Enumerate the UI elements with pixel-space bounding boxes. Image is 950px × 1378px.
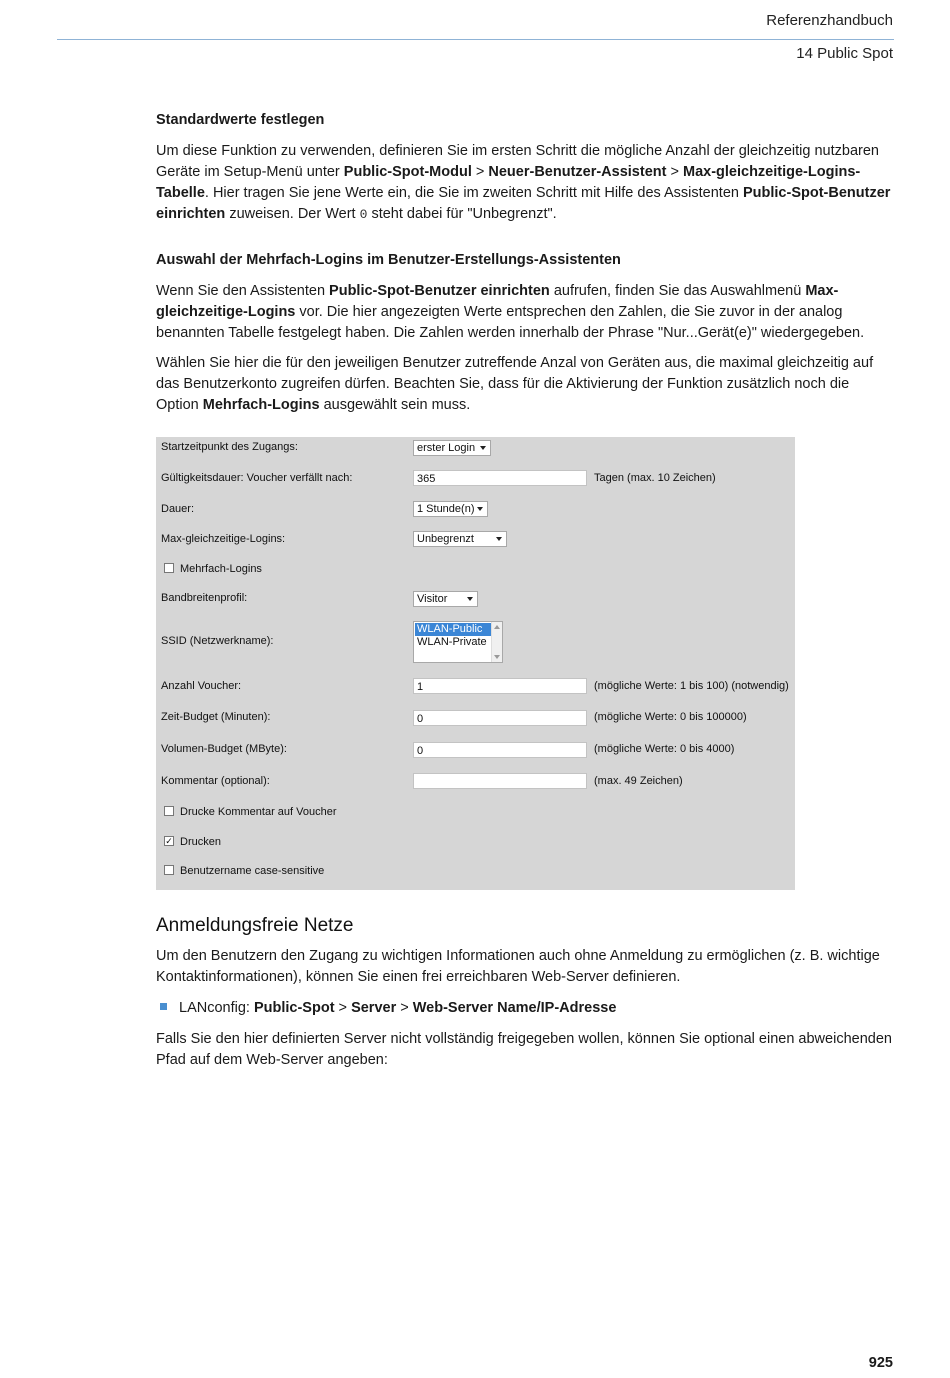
menu-path-item: Server [351, 1000, 397, 1016]
validity-label: Gültigkeitsdauer: Voucher verfällt nach: [161, 472, 353, 484]
maxlogins-label: Max-gleichzeitige-Logins: [161, 533, 286, 545]
scroll-down-icon[interactable] [494, 655, 500, 659]
duration-label: Dauer: [161, 503, 195, 515]
menu-name: Max-gleichzeitige-Logins [156, 283, 839, 320]
chevron-down-icon [480, 446, 486, 450]
chevron-down-icon [496, 537, 502, 541]
comment-input[interactable] [413, 773, 587, 789]
square-bullet-icon [160, 1003, 167, 1010]
volume-budget-input[interactable]: 0 [413, 742, 587, 758]
volume-budget-hint: (mögliche Werte: 0 bis 4000) [594, 743, 735, 755]
listbox-scrollbar[interactable] [491, 622, 502, 662]
ssid-listbox[interactable] [413, 621, 503, 663]
bullet-item: LANconfig: Public-Spot > Server > Web-Server Name/IP-Adresse [160, 998, 894, 1019]
menu-path-item: Web-Server Name/IP-Adresse [412, 1000, 617, 1016]
option-name: Mehrfach-Logins [202, 397, 320, 413]
maxlogins-select[interactable]: Unbegrenzt [413, 531, 507, 547]
paragraph: Um den Benutzern den Zugang zu wichtigen Informationen auch ohne Anmeldung zu ermöglichen (z. B. wichtige Kontaktinformationen), können Sie einen frei erreichbaren Web-Server definieren. [156, 948, 880, 985]
chevron-down-icon [467, 597, 473, 601]
print-comment-label: Drucke Kommentar auf Voucher [180, 806, 337, 818]
multi-logins-label: Mehrfach-Logins [180, 563, 262, 575]
section-mehrfach-logins [156, 250, 894, 416]
section-heading: Standardwerte festlegen [156, 112, 325, 128]
ssid-option[interactable]: WLAN-Public [415, 623, 491, 636]
paragraph: Um diese Funktion zu verwenden, definieren Sie im ersten Schritt die mögliche Anzahl der gleichzeitig nutzbaren Geräte im Setup-Menü unter Public-Spot-Modul > Neuer-Benutzer-Assistent > Max-gleichzeitige-Logins-Tabelle. Hier tragen Sie jene Werte ein, die Sie im zweiten Schritt mit Hilfe des Assistenten Public-Spot-Benutzer einrichten zuweisen. Der Wert 0 steht dabei für "Unbegrenzt". [156, 143, 891, 222]
comment-hint: (max. 49 Zeichen) [594, 775, 683, 787]
vouchers-input[interactable]: 1 [413, 678, 587, 694]
bandwidth-label: Bandbreitenprofil: [161, 592, 248, 604]
running-header-title: Referenzhandbuch [766, 12, 893, 29]
running-header-chapter: 14 Public Spot [796, 45, 893, 62]
user-wizard-form [156, 437, 795, 890]
section-anmeldungsfreie-netze [156, 915, 894, 1071]
section-standardwerte [156, 110, 894, 225]
chevron-down-icon [477, 507, 483, 511]
print-checkbox[interactable]: ✓ [165, 836, 173, 846]
multi-logins-checkbox[interactable] [164, 563, 174, 573]
wizard-name: Public-Spot-Benutzer einrichten [156, 185, 891, 222]
bandwidth-select[interactable]: Visitor [413, 591, 478, 607]
time-budget-label: Zeit-Budget (Minuten): [161, 711, 271, 723]
scroll-up-icon[interactable] [494, 625, 500, 629]
print-label: Drucken [180, 836, 221, 848]
paragraph: Wählen Sie hier die für den jeweiligen Benutzer zutreffende Anzal von Geräten aus, die maximal gleichzeitig auf das Benutzerkonto zugreifen dürfen. Beachten Sie, dass für die Aktivierung der Funktion zusätzlich noch die Option Mehrfach-Logins ausgewählt sein muss. [156, 355, 874, 413]
menu-path-item: Public-Spot-Modul [343, 164, 472, 180]
menu-path-item: Public-Spot [253, 1000, 335, 1016]
page-number: 925 [868, 1355, 893, 1371]
paragraph: Wenn Sie den Assistenten Public-Spot-Benutzer einrichten aufrufen, finden Sie das Auswahlmenü Max-gleichzeitige-Logins vor. Die hier angezeigten Werte entsprechen den Zahlen, die Sie zuvor in der analog benannten Tabelle festgelegt haben. Die Zahlen werden innerhalb der Phrase "Nur...Gerät(e)" wiedergegeben. [156, 283, 865, 341]
wizard-name: Public-Spot-Benutzer einrichten [329, 283, 550, 299]
print-comment-checkbox[interactable] [164, 806, 174, 816]
volume-budget-label: Volumen-Budget (MByte): [161, 743, 287, 755]
ssid-label: SSID (Netzwerkname): [161, 635, 274, 647]
comment-label: Kommentar (optional): [161, 775, 270, 787]
header-rule [57, 39, 894, 40]
section-heading: Anmeldungsfreie Netze [156, 915, 354, 936]
start-select[interactable]: erster Login [413, 440, 491, 456]
vouchers-label: Anzahl Voucher: [161, 680, 242, 692]
validity-input[interactable]: 365 [413, 470, 587, 486]
inline-code: 0 [359, 207, 368, 222]
time-budget-input[interactable]: 0 [413, 710, 587, 726]
section-heading: Auswahl der Mehrfach-Logins im Benutzer-Erstellungs-Assistenten [156, 252, 621, 268]
ssid-option[interactable]: WLAN-Private [417, 636, 487, 648]
duration-select[interactable]: 1 Stunde(n) [413, 501, 488, 517]
start-label: Startzeitpunkt des Zugangs: [161, 441, 298, 453]
menu-path-item: Neuer-Benutzer-Assistent [488, 164, 667, 180]
time-budget-hint: (mögliche Werte: 0 bis 100000) [594, 711, 747, 723]
paragraph: Falls Sie den hier definierten Server nicht vollständig freigegeben wollen, können Sie optional einen abweichenden Pfad auf dem Web-Server angeben: [156, 1031, 892, 1068]
case-sensitive-checkbox[interactable] [164, 865, 174, 875]
vouchers-hint: (mögliche Werte: 1 bis 100) (notwendig) [594, 680, 789, 692]
validity-hint: Tagen (max. 10 Zeichen) [594, 472, 716, 484]
menu-path-item: Max-gleichzeitige-Logins-Tabelle [156, 164, 861, 201]
case-sensitive-label: Benutzername case-sensitive [180, 865, 325, 877]
